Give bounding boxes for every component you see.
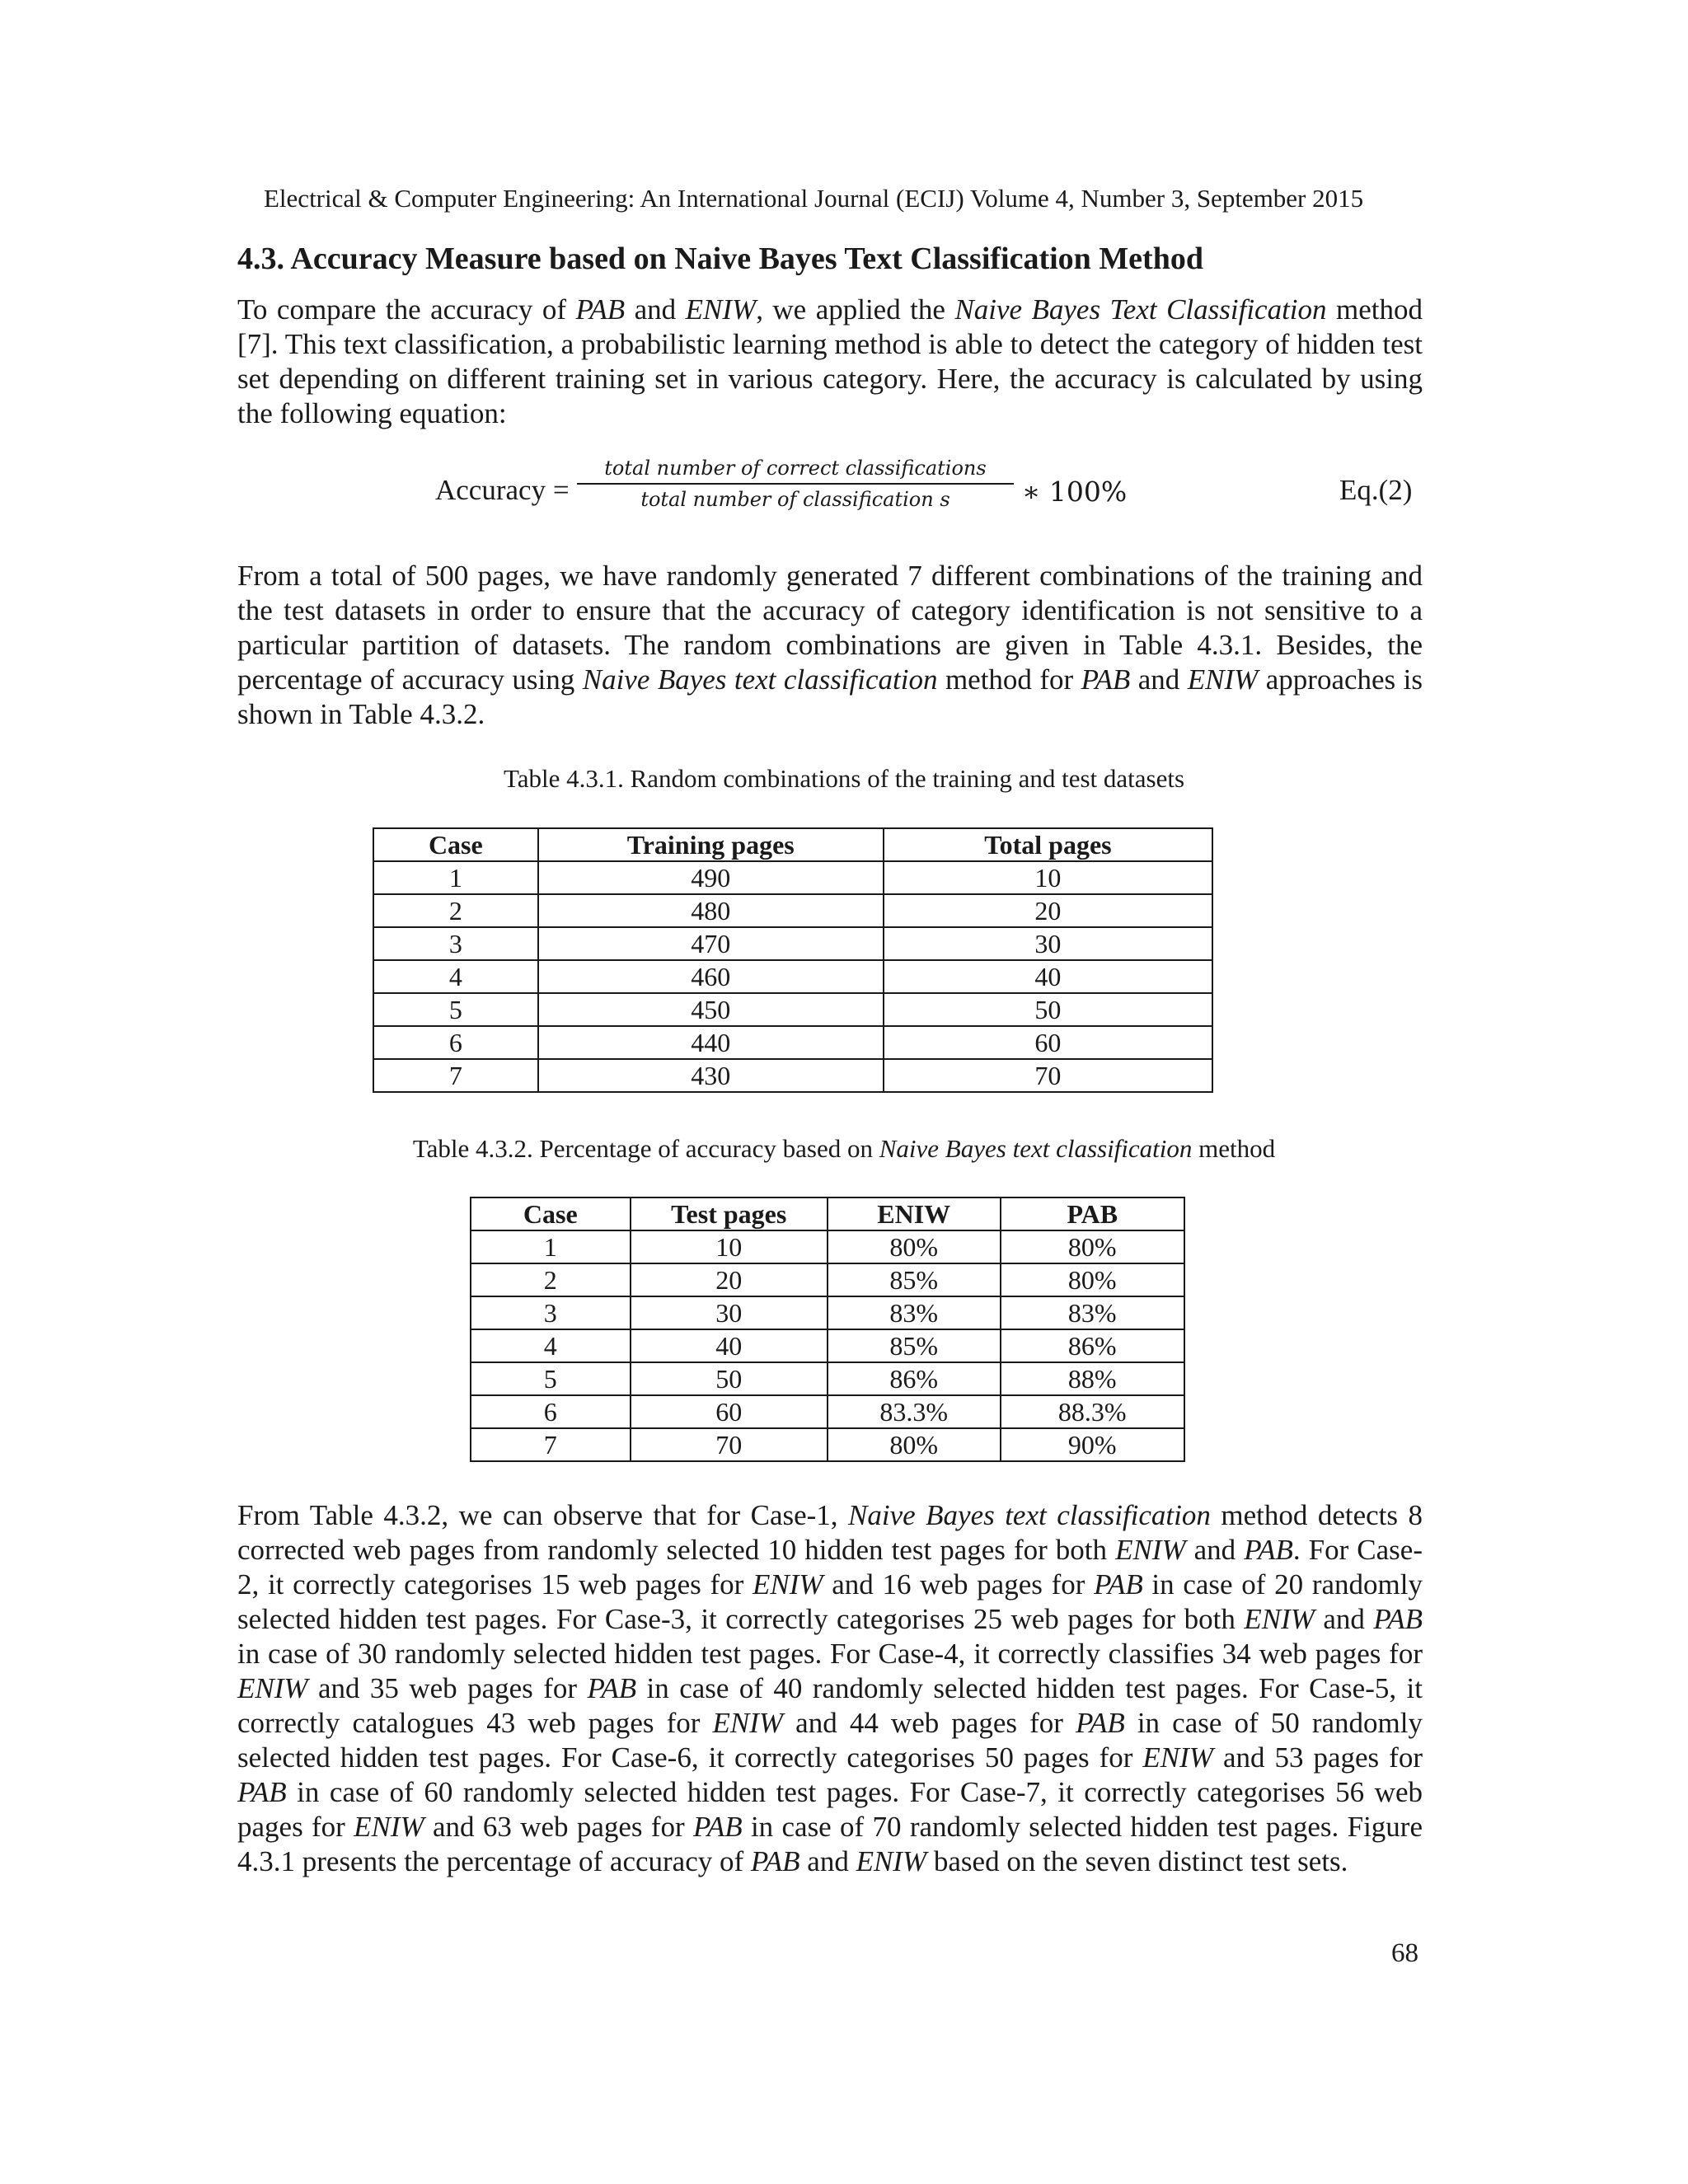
equation-fraction (577, 455, 1014, 513)
table-cell: 60 (631, 1395, 828, 1428)
table-cell: 490 (538, 861, 884, 894)
table-cell: 7 (471, 1428, 631, 1461)
table-cell: 30 (631, 1296, 828, 1329)
table-cell: 3 (373, 927, 538, 960)
table-cell: 50 (884, 993, 1212, 1026)
paragraph-datasets: From a total of 500 pages, we have randomly generated 7 different combinations of the training and the test datasets in order to ensure that the accuracy of category identification is not sensitive to a particular partition of datasets. The random combinations are given in Table 4.3.1. Besides, the percentage of accuracy using Naive Bayes text classification method for PAB and ENIW approaches is shown in Table 4.3.2. (237, 560, 1423, 730)
table-cell: 88% (1001, 1362, 1185, 1395)
fraction-bar (577, 483, 1014, 485)
table-cell: 430 (538, 1059, 884, 1092)
paragraph-analysis: From Table 4.3.2, we can observe that for Case-1, Naive Bayes text classification method detects 8 corrected web pages from randomly selected 10 hidden test pages for both ENIW and PAB. For Case-2, it correctly categorises 15 web pages for ENIW and 16 web pages for PAB in case of 20 randomly selected hidden test pages. For Case-3, it correctly categorises 25 web pages for both ENIW and PAB in case of 30 randomly selected hidden test pages. For Case-4, it correctly classifies 34 web pages for ENIW and 35 web pages for PAB in case of 40 randomly selected hidden test pages. For Case-5, it correctly catalogues 43 web pages for ENIW and 44 web pages for PAB in case of 50 randomly selected hidden test pages. For Case-6, it correctly categorises 50 pages for ENIW and 53 pages for PAB in case of 60 randomly selected hidden test pages. For Case-7, it correctly categorises 56 web pages for ENIW and 63 web pages for PAB in case of 70 randomly selected hidden test pages. Figure 4.3.1 presents the percentage of accuracy of PAB and ENIW based on the seven distinct test sets. (237, 1499, 1423, 1877)
table-cell: 80% (1001, 1263, 1185, 1296)
table-cell: 3 (471, 1296, 631, 1329)
table-row (373, 993, 1212, 1026)
table-cell: 70 (631, 1428, 828, 1461)
table-cell: 70 (884, 1059, 1212, 1092)
table-cell: 1 (373, 861, 538, 894)
table-cell: 5 (471, 1362, 631, 1395)
header-cell: PAB (1001, 1197, 1185, 1230)
table-header-row (373, 828, 1212, 861)
table-cell: 440 (538, 1026, 884, 1059)
table-cell: 80% (828, 1428, 1001, 1461)
table-random-combinations (373, 827, 1213, 1093)
header-cell: Total pages (884, 828, 1212, 861)
table-cell: 5 (373, 993, 538, 1026)
table-row (373, 861, 1212, 894)
table-cell: 80% (828, 1230, 1001, 1263)
table-cell: 85% (828, 1263, 1001, 1296)
table-row (471, 1263, 1184, 1296)
header-cell: Case (373, 828, 538, 861)
table-cell: 7 (373, 1059, 538, 1092)
table-row (373, 1026, 1212, 1059)
table-row (471, 1395, 1184, 1428)
table-cell: 40 (631, 1329, 828, 1362)
table-cell: 83% (828, 1296, 1001, 1329)
table-cell: 10 (631, 1230, 828, 1263)
table-row (373, 927, 1212, 960)
table-row (373, 894, 1212, 927)
equation-lhs: Accuracy = (435, 474, 570, 506)
table2-caption: Table 4.3.2. Percentage of accuracy based on Naive Bayes text classification method (412, 1134, 1276, 1163)
table-cell: 60 (884, 1026, 1212, 1059)
table-cell: 2 (471, 1263, 631, 1296)
paragraph-intro: To compare the accuracy of PAB and ENIW, we applied the Naive Bayes Text Classification method [7]. This text classification, a probabilistic learning method is able to detect the category of hidden test set depending on different training set in various category. Here, the accuracy is calculated by using the following equation: (237, 293, 1423, 429)
table-cell: 6 (373, 1026, 538, 1059)
table-row (471, 1428, 1184, 1461)
table-row (471, 1296, 1184, 1329)
table-row (471, 1362, 1184, 1395)
running-header: Electrical & Computer Engineering: An International Journal (ECIJ) Volume 4, Number 3, September 2015 (264, 184, 1364, 213)
table-header-row (471, 1197, 1184, 1230)
equation-multiplier: ∗ 100% (1022, 476, 1128, 508)
table-cell: 20 (631, 1263, 828, 1296)
table-accuracy-percentage (470, 1197, 1185, 1462)
equation-label: Eq.(2) (1339, 474, 1413, 506)
table-row (373, 960, 1212, 993)
table-row (471, 1329, 1184, 1362)
table-cell: 90% (1001, 1428, 1185, 1461)
table-cell: 1 (471, 1230, 631, 1263)
table-cell: 20 (884, 894, 1212, 927)
table-cell: 83.3% (828, 1395, 1001, 1428)
equation-denominator: total number of classification s (640, 488, 950, 511)
header-cell: Case (471, 1197, 631, 1230)
section-heading: 4.3. Accuracy Measure based on Naive Bayes Text Classification Method (237, 241, 1203, 276)
table-cell: 450 (538, 993, 884, 1026)
table-cell: 40 (884, 960, 1212, 993)
table-cell: 4 (471, 1329, 631, 1362)
table-cell: 85% (828, 1329, 1001, 1362)
header-cell: Training pages (538, 828, 884, 861)
table-cell: 30 (884, 927, 1212, 960)
header-cell: ENIW (828, 1197, 1001, 1230)
table-cell: 6 (471, 1395, 631, 1428)
table-row (373, 1059, 1212, 1092)
accuracy-equation (0, 455, 1688, 529)
table-cell: 80% (1001, 1230, 1185, 1263)
table-cell: 4 (373, 960, 538, 993)
header-cell: Test pages (631, 1197, 828, 1230)
table-cell: 460 (538, 960, 884, 993)
equation-numerator: total number of correct classifications (604, 457, 987, 480)
table-cell: 10 (884, 861, 1212, 894)
table-cell: 50 (631, 1362, 828, 1395)
table-cell: 86% (1001, 1329, 1185, 1362)
table-cell: 86% (828, 1362, 1001, 1395)
table-cell: 83% (1001, 1296, 1185, 1329)
table-cell: 2 (373, 894, 538, 927)
table-cell: 470 (538, 927, 884, 960)
table-cell: 480 (538, 894, 884, 927)
table1-caption: Table 4.3.1. Random combinations of the training and test datasets (503, 764, 1185, 793)
page-number: 68 (1391, 1938, 1418, 1968)
table-cell: 88.3% (1001, 1395, 1185, 1428)
table-row (471, 1230, 1184, 1263)
